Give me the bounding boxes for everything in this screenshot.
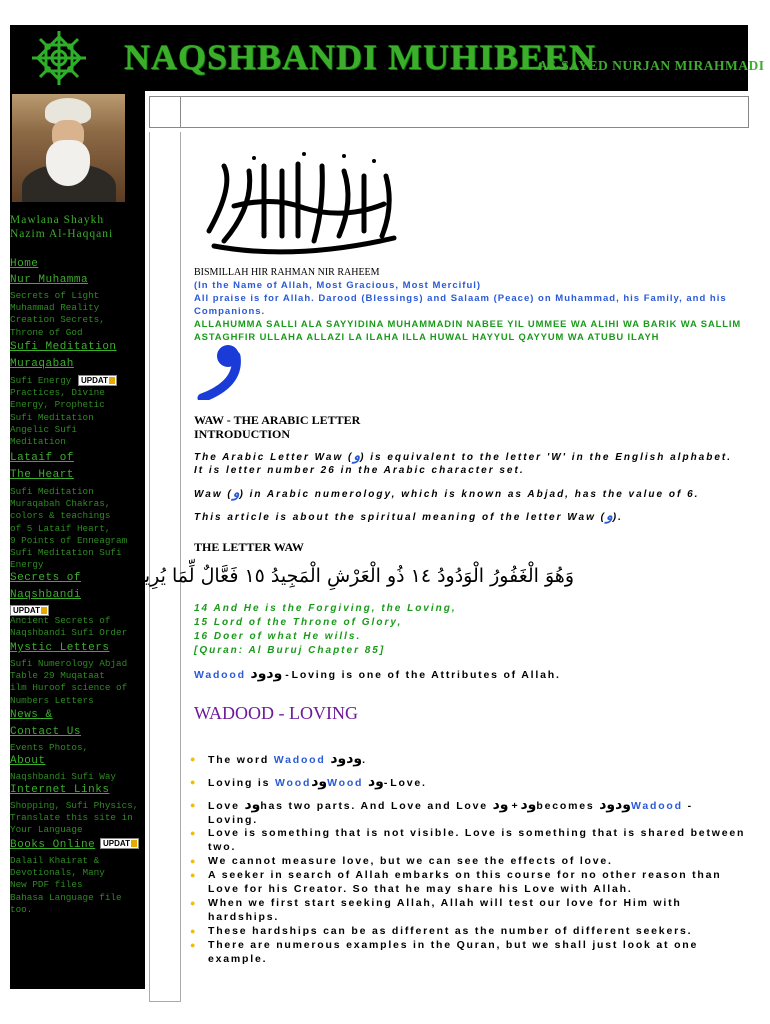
sidebar-link-sufi-meditation[interactable]: Sufi Meditation: [10, 341, 117, 353]
waw-letter-icon: [194, 340, 244, 400]
verse-14: 14 And He is the Forgiving, the Loving,: [194, 603, 457, 614]
praise-text: All praise is for Allah. Darood (Blessings) and Salaam (Peace) on Muhammad, his Family, and his Companions.: [194, 293, 727, 317]
list-item: ● The word Wadood ودود.: [208, 752, 748, 767]
verse-reference: [Quran: Al Buruj Chapter 85]: [194, 645, 386, 656]
sidebar-link-mystic-letters[interactable]: Mystic Letters: [10, 642, 110, 654]
salawat-text: ALLAHUMMA SALLI ALA SAYYIDINA MUHAMMADIN NABEE YIL UMMEE WA ALIHI WA BARIK WA SALLIM: [194, 318, 742, 329]
sidebar-desc: Dalail Khairat & Devotionals, Many New PDF files Bahasa Language file too.: [10, 855, 122, 915]
verse-16: 16 Doer of what He wills.: [194, 631, 362, 642]
caption-line: Mawlana Shaykh: [10, 214, 105, 226]
list-item: ● These hardships can be as different as the number of different seekers.: [208, 924, 748, 938]
article-line: This article is about the spiritual meaning of the letter Waw (و).: [194, 508, 623, 524]
intro-line-1: The Arabic Letter Waw (و) is equivalent to the letter 'W' in the English alphabet.: [194, 448, 733, 464]
caption-line: Nazim Al-Haqqani: [10, 228, 114, 240]
istighfar-text: ASTAGHFIR ULLAHA ALLAZI LA ILAHA ILLA HUWAL HAYYUL QAYYUM WA ATUBU ILAYH: [194, 331, 660, 342]
verse-15: 15 Lord of the Throne of Glory,: [194, 617, 403, 628]
list-item: ● A seeker in search of Allah embarks on this course for no other reason than Love for his Creator. So that he may share his Love with Allah.: [208, 868, 748, 896]
sidebar-link-about[interactable]: About: [10, 755, 46, 767]
sidebar-desc: Secrets of Light Muhammad Reality Creation Secrets, Throne of God: [10, 290, 105, 338]
sidebar-desc: Events Photos,: [10, 742, 89, 753]
sidebar-link-contact-us[interactable]: Contact Us: [10, 726, 82, 738]
update-badge: UPDAT: [78, 375, 117, 386]
list-item: ● When we first start seeking Allah, Allah will test our love for Him with hardships.: [208, 896, 748, 924]
sidebar-link-internet-links[interactable]: Internet Links: [10, 784, 110, 796]
sidebar-desc: Ancient Secrets of Naqshbandi Sufi Order: [10, 615, 128, 639]
sidebar-link-news[interactable]: News &: [10, 709, 53, 721]
wadood-arabic: ودود: [250, 666, 283, 682]
sidebar-link-the-heart[interactable]: The Heart: [10, 469, 74, 481]
list-item: ● Love is something that is not visible. Love is something that is shared between two.: [208, 826, 748, 854]
top-left-cell: [149, 96, 181, 128]
list-item: ● There are numerous examples in the Quran, but we shall just look at one example.: [208, 938, 748, 966]
top-bar-cell: [149, 96, 749, 128]
heading-waw-letter: WAW - THE ARABIC LETTER: [194, 413, 361, 427]
quran-verse-arabic: وَهُوَ الْغَفُورُ الْوَدُودُ ١٤ ذُو الْعَرْشِ الْمَجِيدُ ١٥ فَعَّالٌ لِّمَا يُرِيدُ ١٦: [108, 565, 574, 587]
waw-inline-glyph: و: [353, 448, 361, 464]
sidebar-link-naqshbandi[interactable]: Naqshbandi: [10, 589, 82, 601]
update-badge: UPDAT: [10, 605, 49, 616]
wadood-line: Wadood ودود - Loving is one of the Attributes of Allah.: [194, 666, 561, 682]
sidebar-link-nur-muhammad[interactable]: Nur Muhamma: [10, 274, 89, 286]
update-badge: UPDAT: [100, 838, 139, 849]
list-item: ● Loving is WoodودWood ود- Love.: [208, 775, 748, 790]
list-item: ● We cannot measure love, but we can see the effects of love.: [208, 854, 748, 868]
intro-line-2: It is letter number 26 in the Arabic character set.: [194, 465, 525, 476]
sidebar-desc: Shopping, Sufi Physics, Translate this site in Your Language: [10, 800, 139, 836]
bismillah-text: BISMILLAH HIR RAHMAN NIR RAHEEM: [194, 267, 380, 278]
portrait-caption: [10, 213, 113, 241]
sidebar-link-books-online[interactable]: Books Online: [10, 839, 96, 851]
abjad-line: Waw (و) in Arabic numerology, which is known as Abjad, has the value of 6.: [194, 485, 700, 501]
heading-introduction: INTRODUCTION: [194, 427, 291, 441]
shaykh-portrait: [12, 94, 125, 202]
quran-verse-image: [108, 558, 574, 596]
sidebar-desc: Sufi Meditation Muraqabah Chakras, colors & teachings of 5 Lataif Heart, 9 Points of Enneagram Sufi Meditation Sufi Energy: [10, 486, 128, 571]
waw-inline-glyph: و: [605, 508, 613, 524]
sidebar-desc: Sufi Numerology Abjad Table 29 Muqataat ilm Huroof science of Numbers Letters: [10, 658, 128, 706]
in-the-name-text: (In the Name of Allah, Most Gracious, Most Merciful): [194, 280, 482, 291]
wadood-word: Wadood: [194, 669, 246, 681]
naqshbandi-logo-icon[interactable]: [28, 27, 90, 89]
sidebar-desc: Naqshbandi Sufi Way: [10, 771, 117, 782]
bismillah-calligraphy-icon: [194, 146, 404, 256]
list-item: ● Love ودhas two parts. And Love and Love ود + ود becomes ودودWadood - Loving.: [208, 798, 748, 827]
site-subtitle: AS-SAYED NURJAN MIRAHMADI: [538, 58, 765, 73]
sidebar-link-lataif[interactable]: Lataif of: [10, 452, 74, 464]
site-title[interactable]: NAQSHBANDI MUHIBEEN: [124, 37, 597, 77]
section-title-wadood: WADOOD - LOVING: [194, 703, 358, 723]
sidebar-link-muraqabah[interactable]: Muraqabah: [10, 358, 74, 370]
waw-inline-glyph: و: [232, 485, 240, 501]
sidebar-link-secrets-of[interactable]: Secrets of: [10, 572, 82, 584]
site-header: [10, 25, 765, 91]
sidebar: [10, 91, 145, 989]
heading-letter-waw: THE LETTER WAW: [194, 540, 304, 554]
sidebar-desc: Sufi Energy Practices, Divine Energy, Prophetic Sufi Meditation Angelic Sufi Meditation: [10, 375, 105, 448]
sidebar-link-home[interactable]: Home: [10, 258, 39, 270]
